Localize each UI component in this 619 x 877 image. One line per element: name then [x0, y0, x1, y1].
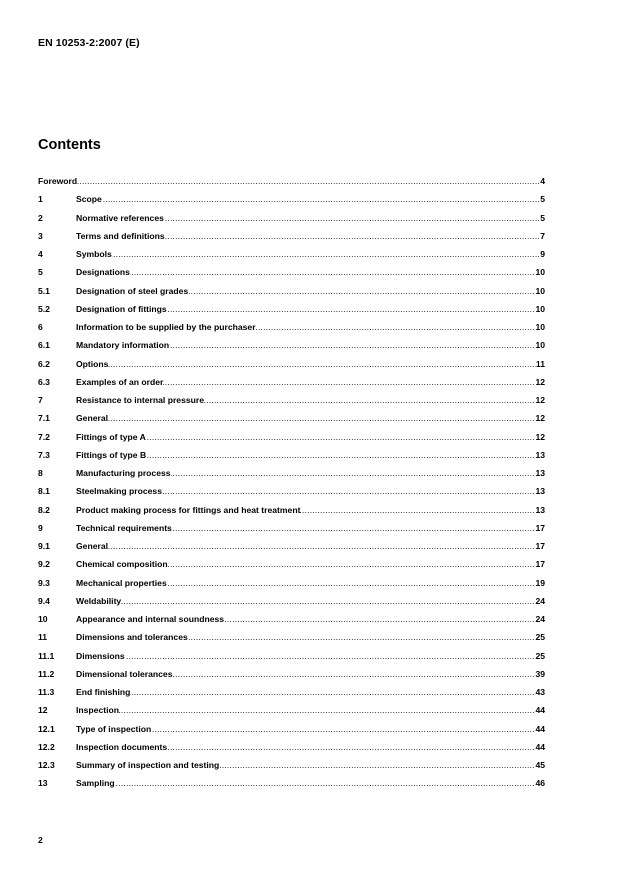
toc-entry[interactable]: [38, 504, 545, 522]
toc-entry[interactable]: [38, 321, 545, 339]
toc-entry-title: Summary of inspection and testing: [76, 760, 220, 770]
toc-entry-page: 24: [535, 595, 545, 606]
toc-entry-page: 17: [535, 522, 545, 533]
toc-entry-page: 11: [535, 358, 545, 369]
toc-entry[interactable]: [38, 467, 545, 485]
toc-entry[interactable]: [38, 777, 545, 795]
toc-entry[interactable]: [38, 431, 545, 449]
toc-entry[interactable]: [38, 704, 545, 722]
toc-entry[interactable]: [38, 175, 545, 193]
toc-entry-title: Mechanical properties: [76, 577, 167, 588]
toc-entry-page: 43: [535, 687, 545, 697]
toc-entry-title: Type of inspection: [76, 723, 152, 734]
toc-entry-title: Resistance to internal pressure: [76, 395, 204, 405]
toc-entry-page: 45: [535, 760, 545, 770]
toc-entry[interactable]: [38, 631, 545, 649]
toc-entry-number: 5: [38, 266, 76, 279]
toc-entry-page: 9: [540, 249, 545, 259]
toc-entry[interactable]: [38, 339, 545, 357]
toc-entry-number: 8.2: [38, 504, 76, 517]
toc-entry-page: 17: [535, 541, 545, 551]
toc-entry[interactable]: [38, 613, 545, 631]
toc-entry[interactable]: [38, 285, 545, 303]
toc-entry[interactable]: [38, 449, 545, 467]
toc-entry-title: Examples of an order: [76, 376, 164, 387]
toc-entry-number: 12.3: [38, 759, 76, 772]
toc-entry[interactable]: [38, 668, 545, 686]
toc-entry[interactable]: [38, 540, 545, 558]
toc-entry[interactable]: [38, 759, 545, 777]
toc-entry-number: 11.3: [38, 686, 76, 699]
toc-dot-leader: [38, 412, 545, 425]
toc-entry-page: 12: [535, 376, 545, 387]
toc-entry-page: 12: [535, 413, 545, 424]
toc-entry-number: 6.3: [38, 376, 76, 389]
toc-entry-title: Information to be supplied by the purchaser: [76, 322, 256, 332]
toc-dot-leader: [38, 248, 545, 261]
toc-entry-page: 10: [535, 340, 545, 351]
toc-entry-title: Designations: [76, 267, 130, 278]
toc-entry-number: 8: [38, 467, 76, 480]
toc-entry-title: Scope: [76, 194, 102, 205]
toc-entry[interactable]: [38, 650, 545, 668]
toc-entry[interactable]: [38, 412, 545, 430]
toc-entry-page: 10: [535, 322, 545, 332]
toc-entry-title: Mandatory information: [76, 340, 170, 351]
toc-entry-page: 12: [535, 395, 545, 405]
page-number: 2: [38, 835, 43, 845]
toc-entry-number: 7.1: [38, 412, 76, 425]
toc-entry[interactable]: [38, 577, 545, 595]
toc-entry-page: 5: [540, 194, 545, 205]
toc-entry-title: Appearance and internal soundness: [76, 614, 225, 624]
toc-entry-page: 19: [535, 577, 545, 588]
toc-entry-title: Symbols: [76, 249, 112, 259]
toc-entry-number: 2: [38, 212, 76, 225]
toc-entry-number: 12: [38, 704, 76, 717]
toc-dot-leader: [38, 358, 545, 371]
toc-entry-title: Dimensional tolerances: [76, 668, 173, 679]
toc-entry-page: 10: [535, 267, 545, 278]
toc-entry-number: 11.2: [38, 668, 76, 681]
toc-entry-number: 11.1: [38, 650, 76, 663]
toc-entry-number: 6.1: [38, 339, 76, 352]
toc-entry-title: Designation of fittings: [76, 303, 167, 314]
toc-entry-number: 5.1: [38, 285, 76, 298]
toc-entry-page: 44: [535, 723, 545, 734]
toc-entry-page: 39: [535, 668, 545, 679]
toc-dot-leader: [38, 540, 545, 553]
toc-entry-number: 13: [38, 777, 76, 790]
toc-entry-number: 9.1: [38, 540, 76, 553]
toc-entry-page: 24: [535, 614, 545, 624]
toc-entry-number: 6.2: [38, 358, 76, 371]
toc-entry-number: 9.3: [38, 577, 76, 590]
toc-entry-page: 10: [535, 285, 545, 296]
toc-entry-title: Options: [76, 358, 109, 369]
toc-entry[interactable]: [38, 248, 545, 266]
contents-heading: Contents: [38, 137, 101, 153]
toc-entry-number: 7: [38, 394, 76, 407]
toc-entry[interactable]: [38, 522, 545, 540]
toc-entry-page: 10: [535, 303, 545, 314]
toc-entry-number: 9: [38, 522, 76, 535]
toc-entry-number: 7.3: [38, 449, 76, 462]
toc-entry[interactable]: [38, 303, 545, 321]
toc-entry[interactable]: [38, 394, 545, 412]
toc-entry-title: Fittings of type B: [76, 449, 147, 460]
toc-entry-title: Inspection documents: [76, 741, 168, 752]
toc-entry[interactable]: [38, 376, 545, 394]
toc-entry-title: Normative references: [76, 212, 164, 223]
table-of-contents: [38, 175, 545, 796]
toc-entry-page: 44: [535, 705, 545, 716]
toc-entry-title: General: [76, 413, 109, 424]
toc-entry-title: Dimensions: [76, 650, 125, 661]
toc-entry-page: 13: [535, 449, 545, 460]
toc-entry-page: 13: [535, 486, 545, 497]
toc-entry-title: Chemical composition: [76, 559, 168, 570]
toc-entry-page: 25: [535, 632, 545, 643]
toc-dot-leader: [38, 193, 545, 206]
toc-entry-number: 6: [38, 321, 76, 334]
toc-entry-page: 44: [535, 741, 545, 752]
toc-entry-number: 5.2: [38, 303, 76, 316]
toc-entry-title: Technical requirements: [76, 522, 172, 533]
toc-entry[interactable]: [38, 266, 545, 284]
toc-entry-title: End finishing: [76, 687, 131, 697]
toc-entry-page: 13: [535, 468, 545, 478]
toc-entry-title: Terms and definitions: [76, 230, 165, 241]
toc-entry-title: Weldability: [76, 595, 122, 606]
toc-entry-title: Product making process for fittings and heat treatment: [76, 504, 301, 515]
toc-entry-number: 8.1: [38, 485, 76, 498]
toc-entry[interactable]: [38, 193, 545, 211]
toc-entry[interactable]: [38, 723, 545, 741]
toc-entry-title: Manufacturing process: [76, 468, 171, 478]
toc-entry-number: 12.1: [38, 723, 76, 736]
toc-entry-title: Inspection: [76, 705, 119, 716]
toc-entry-page: 13: [535, 504, 545, 515]
toc-entry-number: 12.2: [38, 741, 76, 754]
toc-entry-title: Foreword: [38, 176, 78, 186]
toc-entry-page: 12: [535, 431, 545, 442]
toc-entry[interactable]: [38, 212, 545, 230]
toc-entry-title: Dimensions and tolerances: [76, 632, 188, 643]
toc-entry-number: 10: [38, 613, 76, 626]
toc-entry[interactable]: [38, 741, 545, 759]
toc-entry-title: General: [76, 541, 109, 551]
toc-entry-page: 4: [540, 176, 545, 186]
toc-entry[interactable]: [38, 358, 545, 376]
toc-entry-page: 5: [540, 212, 545, 223]
toc-entry-title: Steelmaking process: [76, 486, 162, 497]
toc-entry-number: 7.2: [38, 431, 76, 444]
toc-entry-number: 9.2: [38, 558, 76, 571]
toc-entry-number: 11: [38, 631, 76, 644]
toc-entry[interactable]: [38, 230, 545, 248]
toc-entry[interactable]: [38, 485, 545, 503]
toc-entry-page: 7: [540, 230, 545, 241]
toc-dot-leader: [38, 175, 545, 188]
toc-entry-number: 3: [38, 230, 76, 243]
toc-entry[interactable]: [38, 558, 545, 576]
toc-entry-title: Sampling: [76, 778, 115, 789]
toc-entry-number: 1: [38, 193, 76, 206]
toc-entry-page: 25: [535, 650, 545, 661]
toc-entry-page: 46: [535, 778, 545, 789]
document-id: EN 10253-2:2007 (E): [38, 37, 140, 49]
toc-entry[interactable]: [38, 686, 545, 704]
toc-entry-number: 9.4: [38, 595, 76, 608]
toc-entry-title: Designation of steel grades: [76, 285, 189, 296]
toc-entry-title: Fittings of type A: [76, 431, 146, 442]
toc-entry-page: 17: [535, 559, 545, 570]
toc-entry[interactable]: [38, 595, 545, 613]
toc-entry-number: 4: [38, 248, 76, 261]
